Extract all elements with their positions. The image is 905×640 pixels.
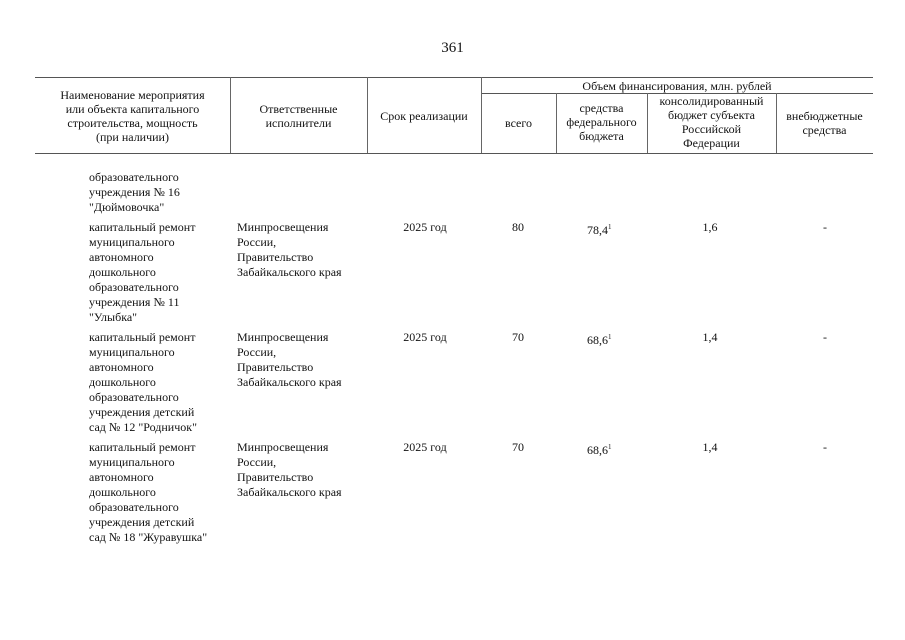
row-2-name: капитальный ремонт муниципального автономного дошкольного образовательного учреждения детский сад № 12 "Родничок" xyxy=(89,330,197,434)
header-regional: консолидированный бюджет субъекта Российской Федерации xyxy=(659,94,764,150)
row-1-federal xyxy=(587,220,612,238)
row-2-extra: - xyxy=(823,330,827,344)
row-1-responsible: Минпросвещения России, Правительство Забайкальского края xyxy=(237,220,342,279)
row-1-extra: - xyxy=(823,220,827,234)
header-total: всего xyxy=(504,116,533,130)
table-header-bottom-border xyxy=(35,153,873,154)
row-1-total: 80 xyxy=(512,220,524,234)
row-1-regional: 1,6 xyxy=(702,220,718,234)
table-top-border xyxy=(35,77,873,78)
header-name: Наименование мероприятия или объекта капитального строительства, мощность (при наличии) xyxy=(60,88,205,144)
row-3-federal-footnote: 1 xyxy=(608,443,612,451)
row-3-regional: 1,4 xyxy=(702,440,718,454)
row-2-federal xyxy=(587,330,612,348)
continuation-text: образовательного учреждения № 16 "Дюймовочка" xyxy=(89,170,180,214)
row-1-federal-value: 78,4 xyxy=(587,223,608,237)
row-3-federal xyxy=(587,440,612,458)
header-term: Срок реализации xyxy=(380,109,468,123)
row-2-responsible: Минпросвещения России, Правительство Забайкальского края xyxy=(237,330,342,389)
header-federal: средства федерального бюджета xyxy=(566,101,637,143)
row-1-name: капитальный ремонт муниципального автономного дошкольного образовательного учреждения № 11 "Улыбка" xyxy=(89,220,196,324)
row-1-federal-footnote: 1 xyxy=(608,223,612,231)
row-3-name: капитальный ремонт муниципального автономного дошкольного образовательного учреждения детский сад № 18 "Журавушка" xyxy=(89,440,208,544)
row-3-term: 2025 год xyxy=(403,440,447,454)
page-number: 361 xyxy=(441,40,464,56)
row-2-total: 70 xyxy=(512,330,524,344)
row-3-responsible: Минпросвещения России, Правительство Забайкальского края xyxy=(237,440,342,499)
row-1-term: 2025 год xyxy=(403,220,447,234)
row-3-federal-value: 68,6 xyxy=(587,443,608,457)
row-2-term: 2025 год xyxy=(403,330,447,344)
row-2-federal-value: 68,6 xyxy=(587,333,608,347)
row-3-total: 70 xyxy=(512,440,524,454)
header-extra: внебюджетные средства xyxy=(786,109,863,137)
row-2-federal-footnote: 1 xyxy=(608,333,612,341)
header-responsible: Ответственные исполнители xyxy=(259,102,338,130)
header-funding-group: Объем финансирования, млн. рублей xyxy=(582,79,772,93)
row-3-extra: - xyxy=(823,440,827,454)
row-2-regional: 1,4 xyxy=(702,330,718,344)
